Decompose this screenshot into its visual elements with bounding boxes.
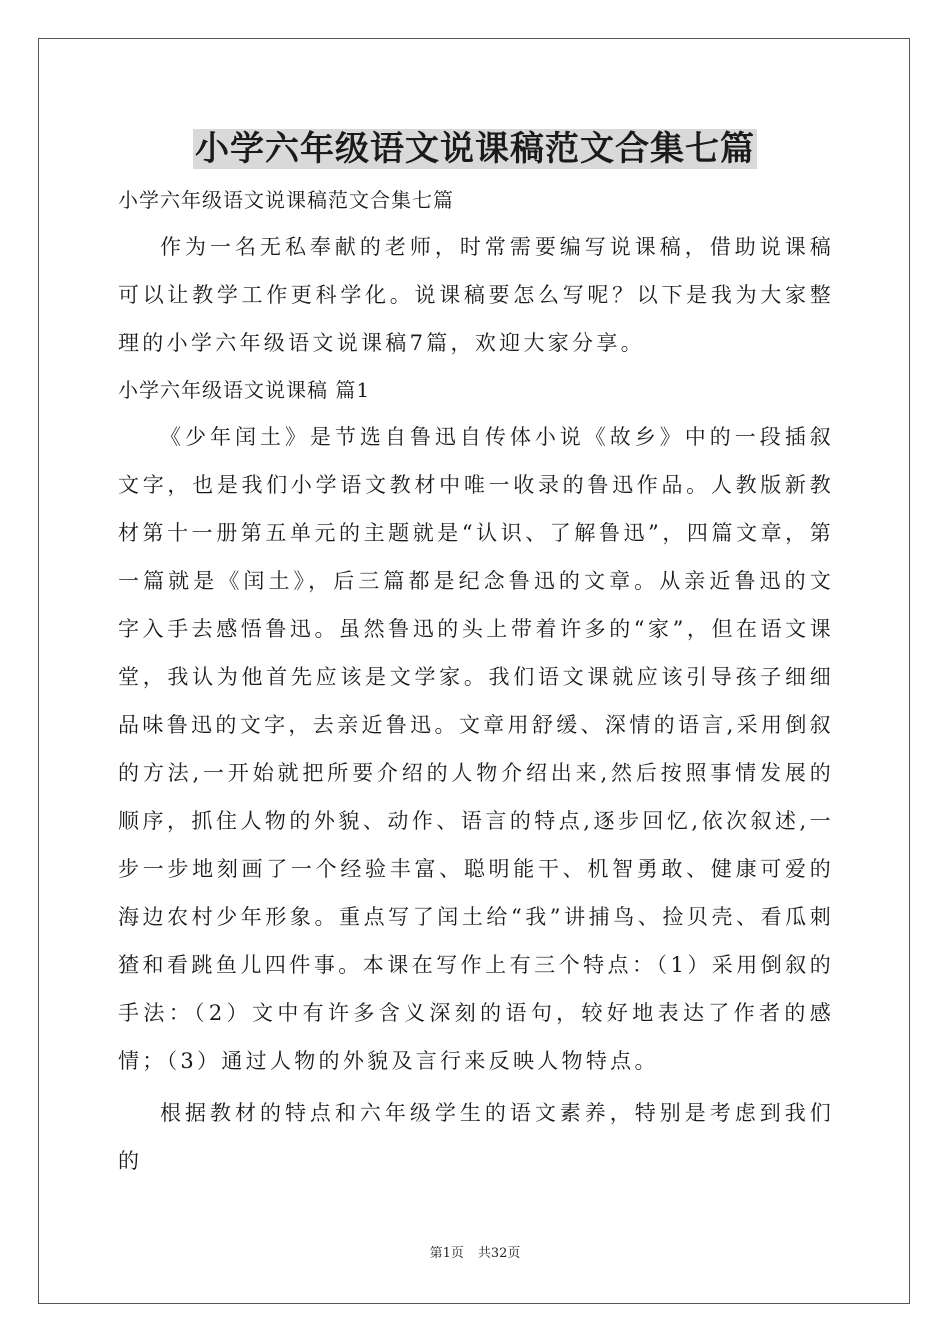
section-heading: 小学六年级语文说课稿 篇1 <box>118 378 371 402</box>
intro-paragraph: 作为一名无私奉献的老师，时常需要编写说课稿，借助说课稿可以让教学工作更科学化。说课稿要怎么写呢？以下是我为大家整理的小学六年级语文说课稿7篇，欢迎大家分享。 <box>118 235 834 355</box>
page-number: 第1页 <box>429 1246 464 1261</box>
page-total: 共32页 <box>477 1246 521 1261</box>
body-paragraph: 根据教材的特点和六年级学生的语文素养，特别是考虑到我们的 <box>118 1101 834 1173</box>
page-footer <box>0 1245 950 1263</box>
document-subtitle: 小学六年级语文说课稿范文合集七篇 <box>118 188 454 212</box>
body-paragraph: 《少年闰土》是节选自鲁迅自传体小说《故乡》中的一段插叙文字，也是我们小学语文教材中唯一收录的鲁迅作品。人教版新教材第十一册第五单元的主题就是“认识、了解鲁迅”，四篇文章，第一篇就是《闰土》，后三篇都是纪念鲁迅的文章。从亲近鲁迅的文字入手去感悟鲁迅。虽然鲁迅的头上带着许多的“家”，但在语文课堂，我认为他首先应该是文学家。我们语文课就应该引导孩子细细品味鲁迅的文字，去亲近鲁迅。文章用舒缓、深情的语言,采用倒叙的方法,一开始就把所要介绍的人物介绍出来,然后按照事情发展的顺序，抓住人物的外貌、动作、语言的特点,逐步回忆,依次叙述,一步一步地刻画了一个经验丰富、聪明能干、机智勇敢、健康可爱的海边农村少年形象。重点写了闰土给“我”讲捕鸟、捡贝壳、看瓜刺猹和看跳鱼儿四件事。本课在写作上有三个特点：（1）采用倒叙的手法：（2）文中有许多含义深刻的语句，较好地表达了作者的感情；（3）通过人物的外貌及言行来反映人物特点。 <box>118 425 834 1073</box>
document-title-text: 小学六年级语文说课稿范文合集七篇 <box>195 129 755 169</box>
document-body <box>118 177 834 1185</box>
document-title <box>0 123 950 175</box>
